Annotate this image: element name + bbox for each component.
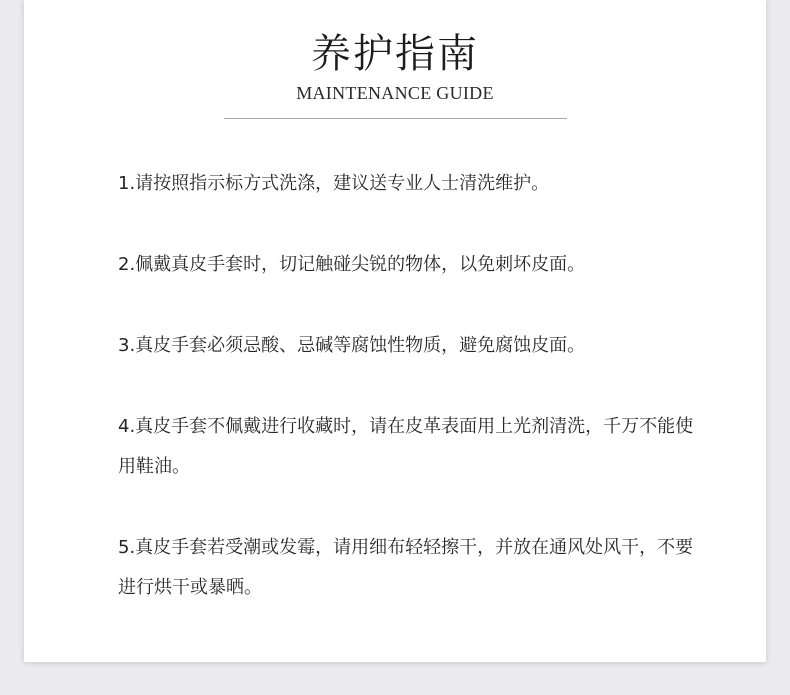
care-instruction-1: 1.请按照指示标方式洗涤，建议送专业人士清洗维护。 [118, 173, 550, 194]
page-title: 养护指南 [311, 31, 479, 77]
care-instruction-3: 3.真皮手套必须忌酸、忌碱等腐蚀性物质，避免腐蚀皮面。 [118, 335, 586, 356]
page-subtitle: MAINTENANCE GUIDE [296, 83, 494, 103]
title-divider [224, 118, 567, 119]
care-instruction-4: 4.真皮手套不佩戴进行收藏时，请在皮革表面用上光剂清洗，千万不能使用鞋油。 [118, 416, 694, 477]
care-instruction-5: 5.真皮手套若受潮或发霉，请用细布轻轻擦干，并放在通风处风干，不要进行烘干或暴晒。 [118, 537, 694, 598]
care-instructions-list [118, 164, 708, 649]
maintenance-guide-card [24, 0, 766, 662]
care-instruction-2: 2.佩戴真皮手套时，切记触碰尖锐的物体，以免刺坏皮面。 [118, 254, 586, 275]
